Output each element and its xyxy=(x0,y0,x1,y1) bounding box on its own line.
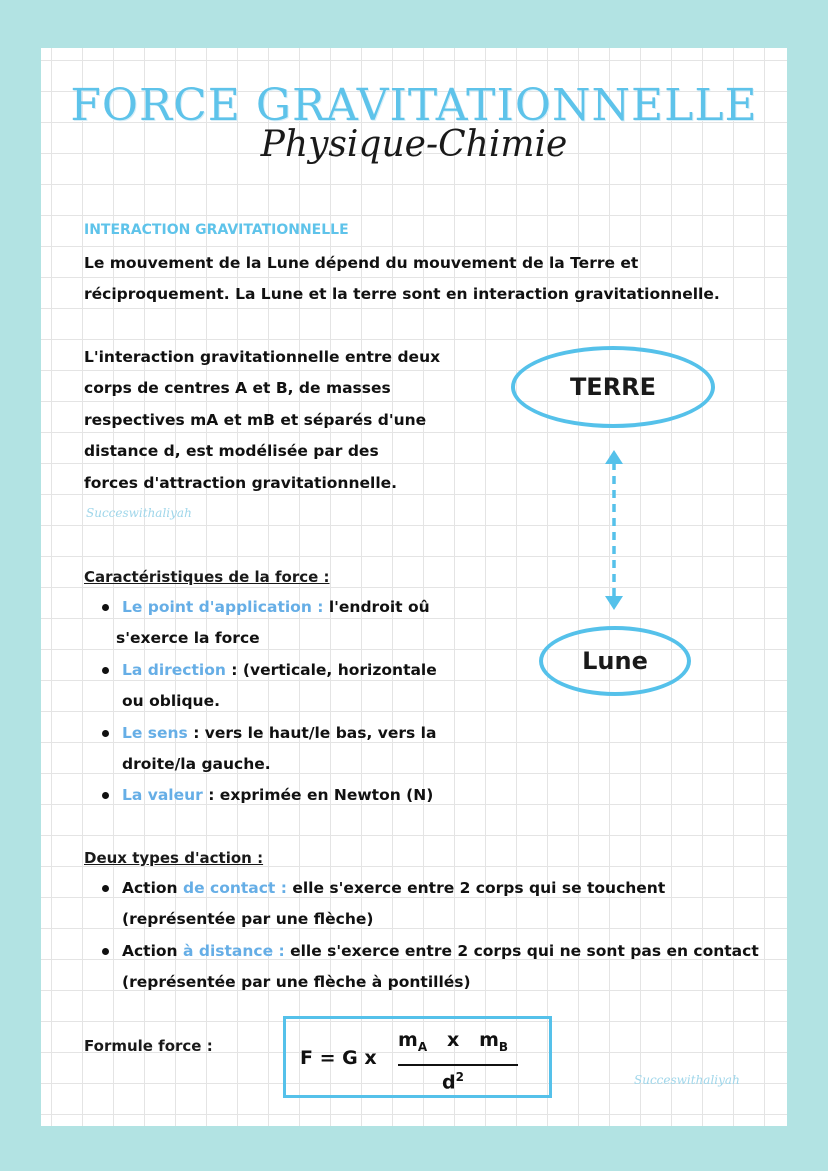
keyword-valeur: La valeur xyxy=(122,786,203,805)
list-item xyxy=(84,592,524,623)
footer-watermark: Succeswithaliyah xyxy=(634,1073,740,1087)
formula-denominator xyxy=(442,1070,464,1093)
formula-numerator xyxy=(398,1029,508,1054)
item-text: : exprimée en Newton (N) xyxy=(202,786,434,805)
item-text: elle s'exerce entre 2 corps qui ne sont pas en contact xyxy=(284,941,759,960)
keyword-sens: Le sens xyxy=(122,723,188,742)
mass-b-subscript: B xyxy=(498,1039,509,1054)
distance-symbol: d xyxy=(442,1071,456,1094)
intro-line-1: Le mouvement de la Lune dépend du mouvement de la Terre et xyxy=(84,254,639,272)
definition-line: corps de centres A et B, de masses xyxy=(84,379,391,398)
keyword-distance: à distance : xyxy=(183,941,285,960)
keyword-direction: La direction xyxy=(122,660,226,679)
times-sign: x xyxy=(446,1029,460,1051)
item-continuation: ou oblique. xyxy=(122,692,220,711)
formula-box xyxy=(283,1016,552,1098)
item-text: l'endroit oû xyxy=(323,598,430,616)
item-prefix: Action xyxy=(122,941,183,960)
list-item xyxy=(84,873,784,904)
list-item-continuation xyxy=(84,904,784,935)
list-item xyxy=(84,655,524,686)
keyword-point-application: Le point d'application : xyxy=(122,598,324,616)
item-continuation: droite/la gauche. xyxy=(122,755,271,774)
list-item xyxy=(84,718,524,749)
list-item-continuation xyxy=(84,967,784,998)
definition-line: distance d, est modélisée par des xyxy=(84,442,379,461)
item-continuation: s'exerce la force xyxy=(116,629,260,648)
caracteristiques-list xyxy=(84,592,524,812)
moon-label: Lune xyxy=(582,647,648,675)
list-item xyxy=(84,936,784,967)
item-text: : (verticale, horizontale xyxy=(225,660,437,679)
item-prefix: Action xyxy=(122,879,183,897)
moon-ellipse xyxy=(539,626,691,696)
definition-paragraph xyxy=(84,342,504,499)
list-item-continuation xyxy=(84,686,524,717)
mass-a: m xyxy=(398,1029,418,1051)
mass-a-subscript: A xyxy=(417,1039,428,1054)
section-heading-interaction: INTERACTION GRAVITATIONNELLE xyxy=(84,222,349,238)
formula-lhs: F = G x xyxy=(300,1047,377,1069)
keyword-contact: de contact : xyxy=(183,879,287,897)
list-item-continuation xyxy=(84,749,524,780)
list-item-continuation xyxy=(84,623,524,654)
formula-label: Formule force : xyxy=(84,1037,213,1055)
item-text: elle s'exerce entre 2 corps qui se touchent xyxy=(286,879,666,897)
page-title: FORCE GRAVITATIONNELLE xyxy=(70,80,758,131)
item-text: : vers le haut/le bas, vers la xyxy=(187,723,437,742)
section-heading-actions: Deux types d'action : xyxy=(84,849,264,867)
section-heading-caracteristiques: Caractéristiques de la force : xyxy=(84,568,330,586)
actions-list xyxy=(84,873,784,999)
mass-b: m xyxy=(479,1029,499,1051)
double-dashed-arrow-icon xyxy=(600,448,628,612)
item-continuation: (représentée par une flèche) xyxy=(122,910,374,929)
watermark-signature: Succeswithaliyah xyxy=(86,506,192,520)
earth-ellipse xyxy=(511,346,715,428)
definition-line: forces d'attraction gravitationnelle. xyxy=(84,473,398,492)
list-item xyxy=(84,780,524,811)
definition-line: L'interaction gravitationnelle entre deux xyxy=(84,348,441,366)
intro-paragraph xyxy=(84,248,784,311)
exponent: 2 xyxy=(455,1070,464,1084)
fraction-bar xyxy=(398,1064,518,1066)
earth-label: TERRE xyxy=(569,373,657,401)
intro-line-2: réciproquement. La Lune et la terre sont en interaction gravitationnelle. xyxy=(84,285,720,304)
definition-line: respectives mA et mB et séparés d'une xyxy=(84,410,427,429)
page-subtitle: Physique-Chimie xyxy=(260,124,568,165)
item-continuation: (représentée par une flèche à pontillés) xyxy=(122,973,471,992)
